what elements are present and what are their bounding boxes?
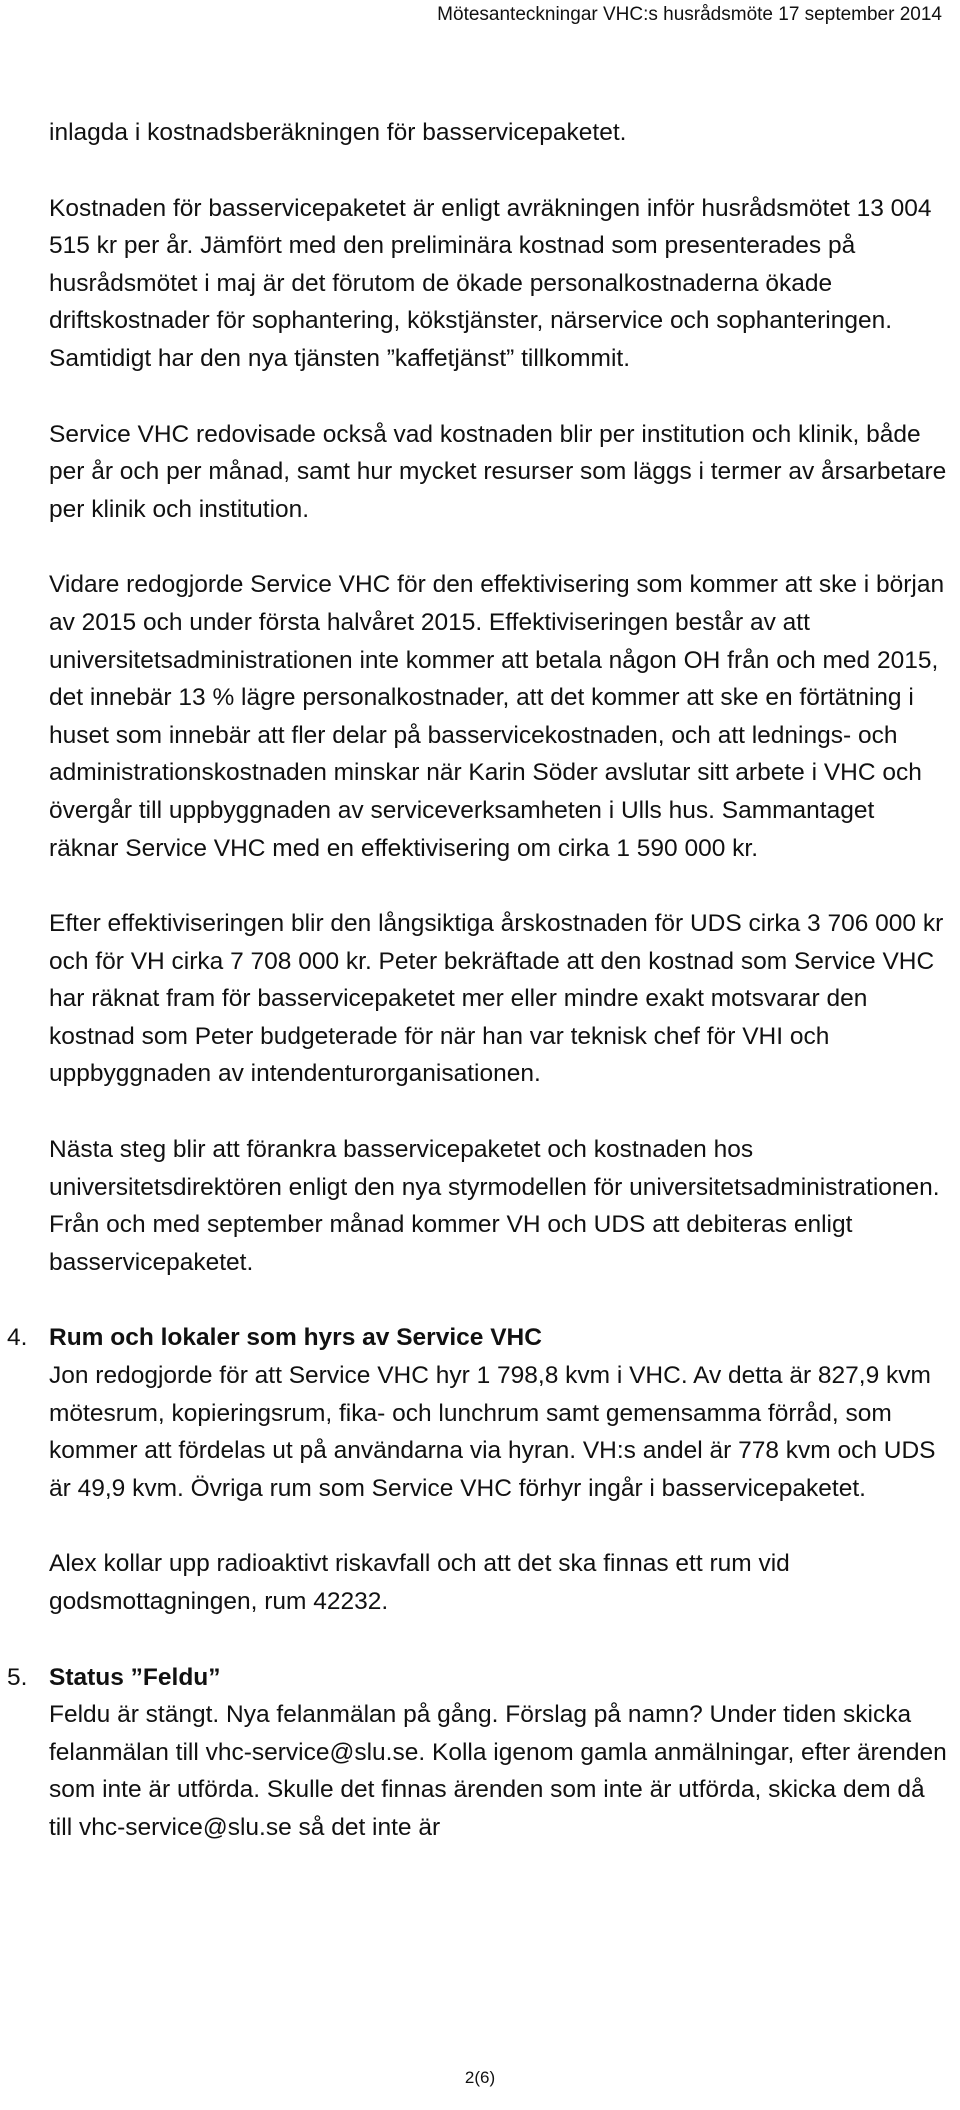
section-number: 4.	[7, 1324, 28, 1352]
running-header: Mötesanteckningar VHC:s husrådsmöte 17 september 2014	[437, 4, 942, 25]
paragraph: Efter effektiviseringen blir den långsiktiga årskostnaden för UDS cirka 3 706 000 kr och för VH cirka 7 708 000 kr. Peter bekräftade att den kostnad som Service VHC har räknat fram för basservicepaketet mer eller mindre exakt motsvarar den kostnad som Peter budgeterade för när han var teknisk chef för VHI och uppbyggnaden av intendenturorganisationen.	[49, 910, 944, 1088]
paragraph: Jon redogjorde för att Service VHC hyr 1 798,8 kvm i VHC. Av detta är 827,9 kvm mötesrum, kopieringsrum, fika- och lunchrum samt gemensamma förråd, som kommer att fördelas ut på användarna via hyran. VH:s andel är 778 kvm och UDS är 49,9 kvm. Övriga rum som Service VHC förhyr ingår i basservicepaketet.	[49, 1362, 936, 1502]
section-heading: Status ”Feldu”	[49, 1663, 221, 1691]
paragraph: Vidare redogjorde Service VHC för den effektivisering som kommer att ske i början av 2015 och under första halvåret 2015. Effektiviseringen består av att universitetsadministrationen inte kommer att betala någon OH från och med 2015, det innebär 13 % lägre personalkostnader, att det kommer att ske en förtätning i huset som innebär att fler delar på basservicekostnaden, och att lednings- och administrationskostnaden minskar när Karin Söder avslutar sitt arbete i VHC och övergår till uppbyggnaden av serviceverksamheten i Ulls hus. Sammantaget räknar Service VHC med en effektivisering om cirka 1 590 000 kr.	[49, 571, 945, 862]
section-5	[7, 1659, 949, 1847]
paragraph: Nästa steg blir att förankra basservicepaketet och kostnaden hos universitetsdirektören enligt den nya styrmodellen för universitetsadministrationen. Från och med september månad kommer VH och UDS att debiteras enligt basservicepaketet.	[49, 1136, 940, 1276]
paragraph: Service VHC redovisade också vad kostnaden blir per institution och klinik, både per år och per månad, samt hur mycket resurser som läggs i termer av årsarbetare per klinik och institution.	[49, 420, 947, 523]
paragraph: Kostnaden för basservicepaketet är enligt avräkningen inför husrådsmötet 13 004 515 kr per år. Jämfört med den preliminära kostnad som presenterades på husrådsmötet i maj är det förutom de ökade personalkostnaderna ökade driftskostnader för sophantering, kökstjänster, närservice och sophanteringen. Samtidigt har den nya tjänsten ”kaffetjänst” tillkommit.	[49, 194, 932, 372]
section-heading: Rum och lokaler som hyrs av Service VHC	[49, 1324, 542, 1352]
document-body	[7, 114, 949, 1885]
paragraph: inlagda i kostnadsberäkningen för basservicepaketet.	[49, 119, 627, 146]
paragraph: Alex kollar upp radioaktivt riskavfall och att det ska finnas ett rum vid godsmottagningen, rum 42232.	[49, 1550, 790, 1615]
page-number: 2(6)	[464, 2068, 496, 2087]
section-4	[7, 1319, 949, 1620]
paragraph: Feldu är stängt. Nya felanmälan på gång. Förslag på namn? Under tiden skicka felanmälan till vhc-service@slu.se. Kolla igenom gamla anmälningar, efter ärenden som inte är utförda. Skulle det finnas ärenden som inte är utförda, skicka dem då till vhc-service@slu.se så det inte är	[49, 1701, 947, 1841]
section-number: 5.	[7, 1663, 28, 1691]
